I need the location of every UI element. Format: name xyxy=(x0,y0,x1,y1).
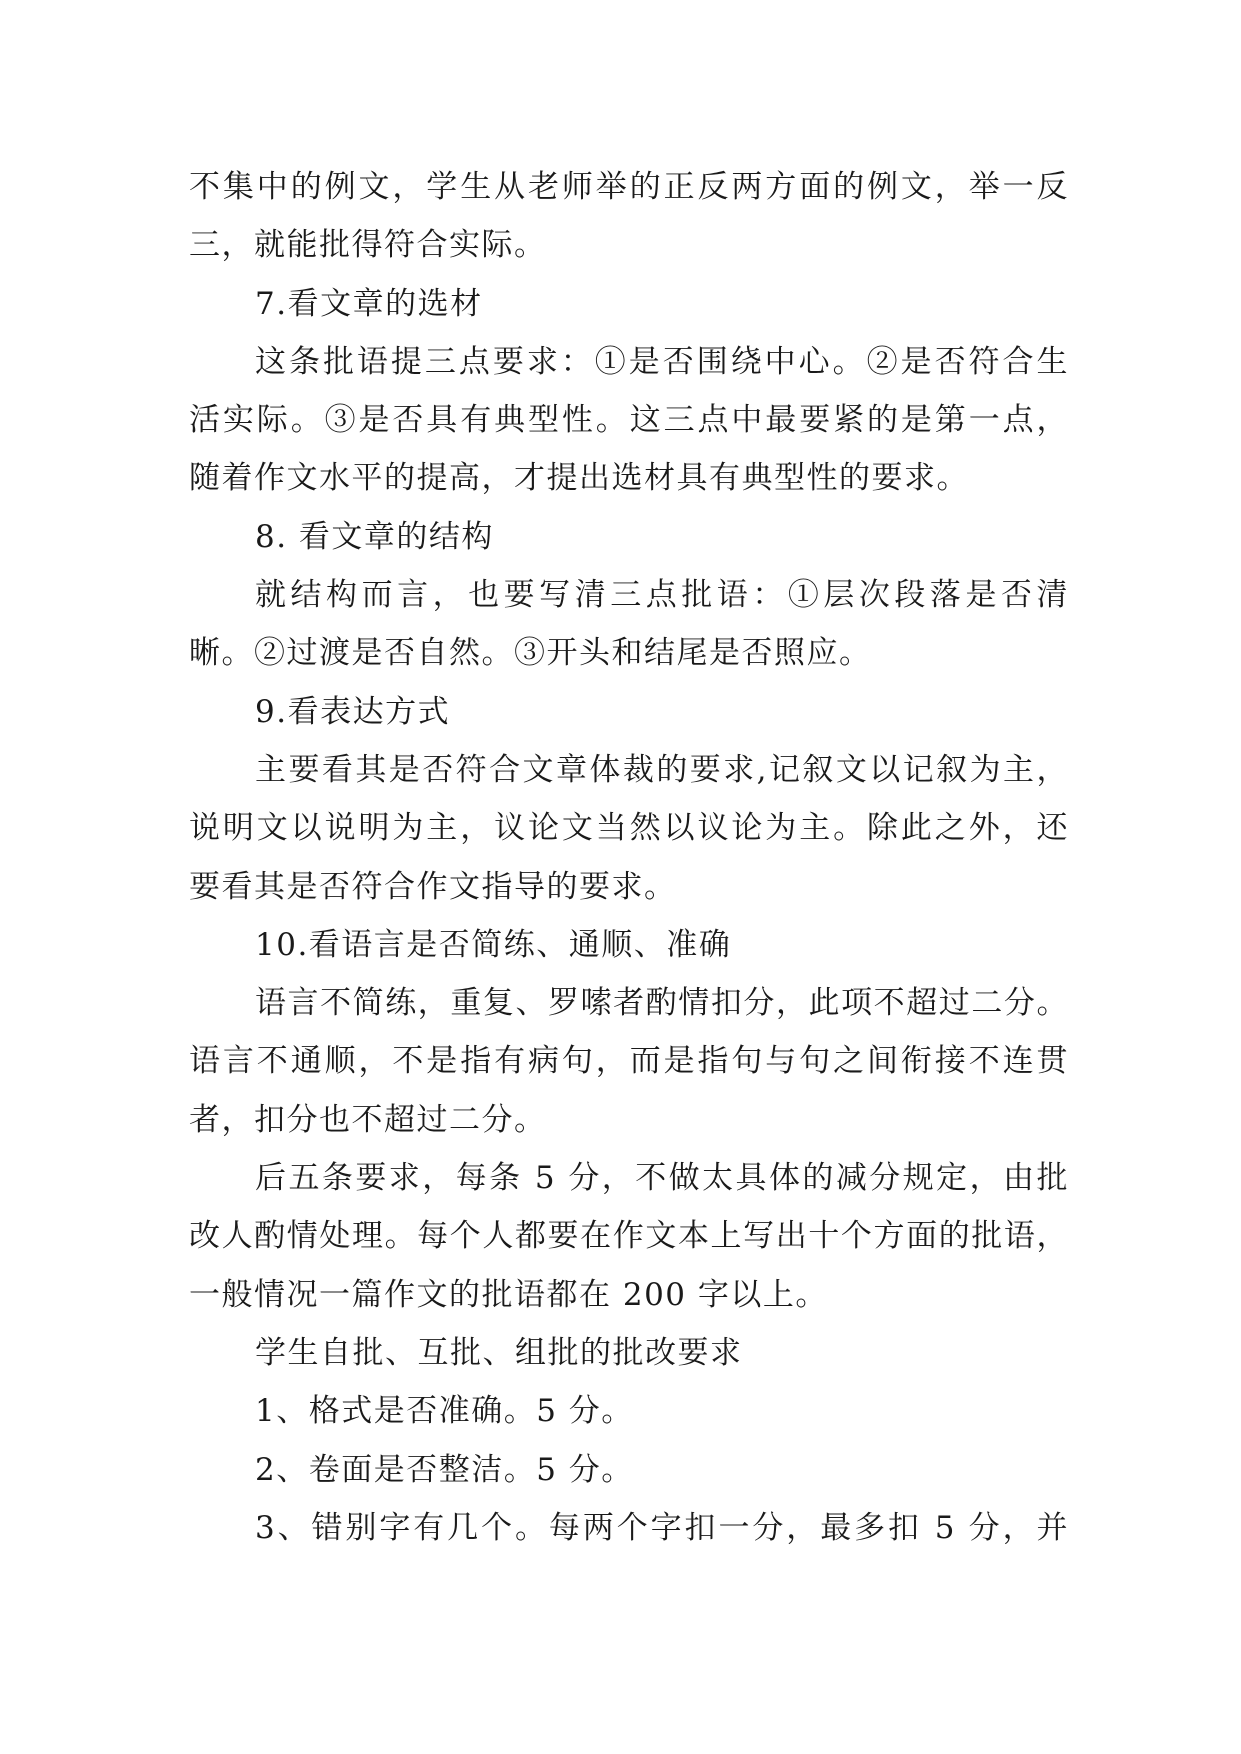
text-line: 主要看其是否符合文章体裁的要求,记叙文以记叙为主， xyxy=(255,751,1069,788)
text-line: 后五条要求，每条 5 分，不做太具体的减分规定，由批 xyxy=(255,1160,1069,1197)
text-line: 晰。②过渡是否自然。③开头和结尾是否照应。 xyxy=(189,635,872,672)
text-line: 学生自批、互批、组批的批改要求 xyxy=(255,1334,743,1371)
text-line: 改人酌情处理。每个人都要在作文本上写出十个方面的批语， xyxy=(189,1218,1069,1255)
text-line: 要看其是否符合作文指导的要求。 xyxy=(189,868,677,905)
text-line: 就结构而言，也要写清三点批语：①层次段落是否清 xyxy=(255,577,1069,614)
text-line: 者，扣分也不超过二分。 xyxy=(189,1101,547,1138)
text-line: 随着作文水平的提高，才提出选材具有典型性的要求。 xyxy=(189,460,969,497)
text-line: 一般情况一篇作文的批语都在 200 字以上。 xyxy=(189,1276,828,1313)
text-line: 活实际。③是否具有典型性。这三点中最要紧的是第一点， xyxy=(189,402,1069,439)
text-line: 语言不通顺，不是指有病句，而是指句与句之间衔接不连贯 xyxy=(189,1043,1069,1080)
text-line: 8. 看文章的结构 xyxy=(255,518,494,555)
text-line: 9.看表达方式 xyxy=(255,693,451,730)
text-line: 1、格式是否准确。5 分。 xyxy=(255,1393,634,1430)
document-body xyxy=(189,158,1069,1557)
text-line: 3、错别字有几个。每两个字扣一分，最多扣 5 分，并 xyxy=(255,1509,1069,1546)
text-line: 7.看文章的选材 xyxy=(255,285,483,322)
text-line: 不集中的例文，学生从老师举的正反两方面的例文，举一反 xyxy=(189,169,1069,205)
text-line: 三，就能批得符合实际。 xyxy=(189,227,547,264)
text-line: 2、卷面是否整洁。5 分。 xyxy=(255,1451,634,1488)
text-line: 10.看语言是否简练、通顺、准确 xyxy=(255,926,732,963)
text-line: 说明文以说明为主，议论文当然以议论为主。除此之外，还 xyxy=(189,810,1069,847)
text-line: 语言不简练，重复、罗嗦者酌情扣分，此项不超过二分。 xyxy=(255,985,1069,1022)
text-line: 这条批语提三点要求：①是否围绕中心。②是否符合生 xyxy=(255,343,1069,380)
